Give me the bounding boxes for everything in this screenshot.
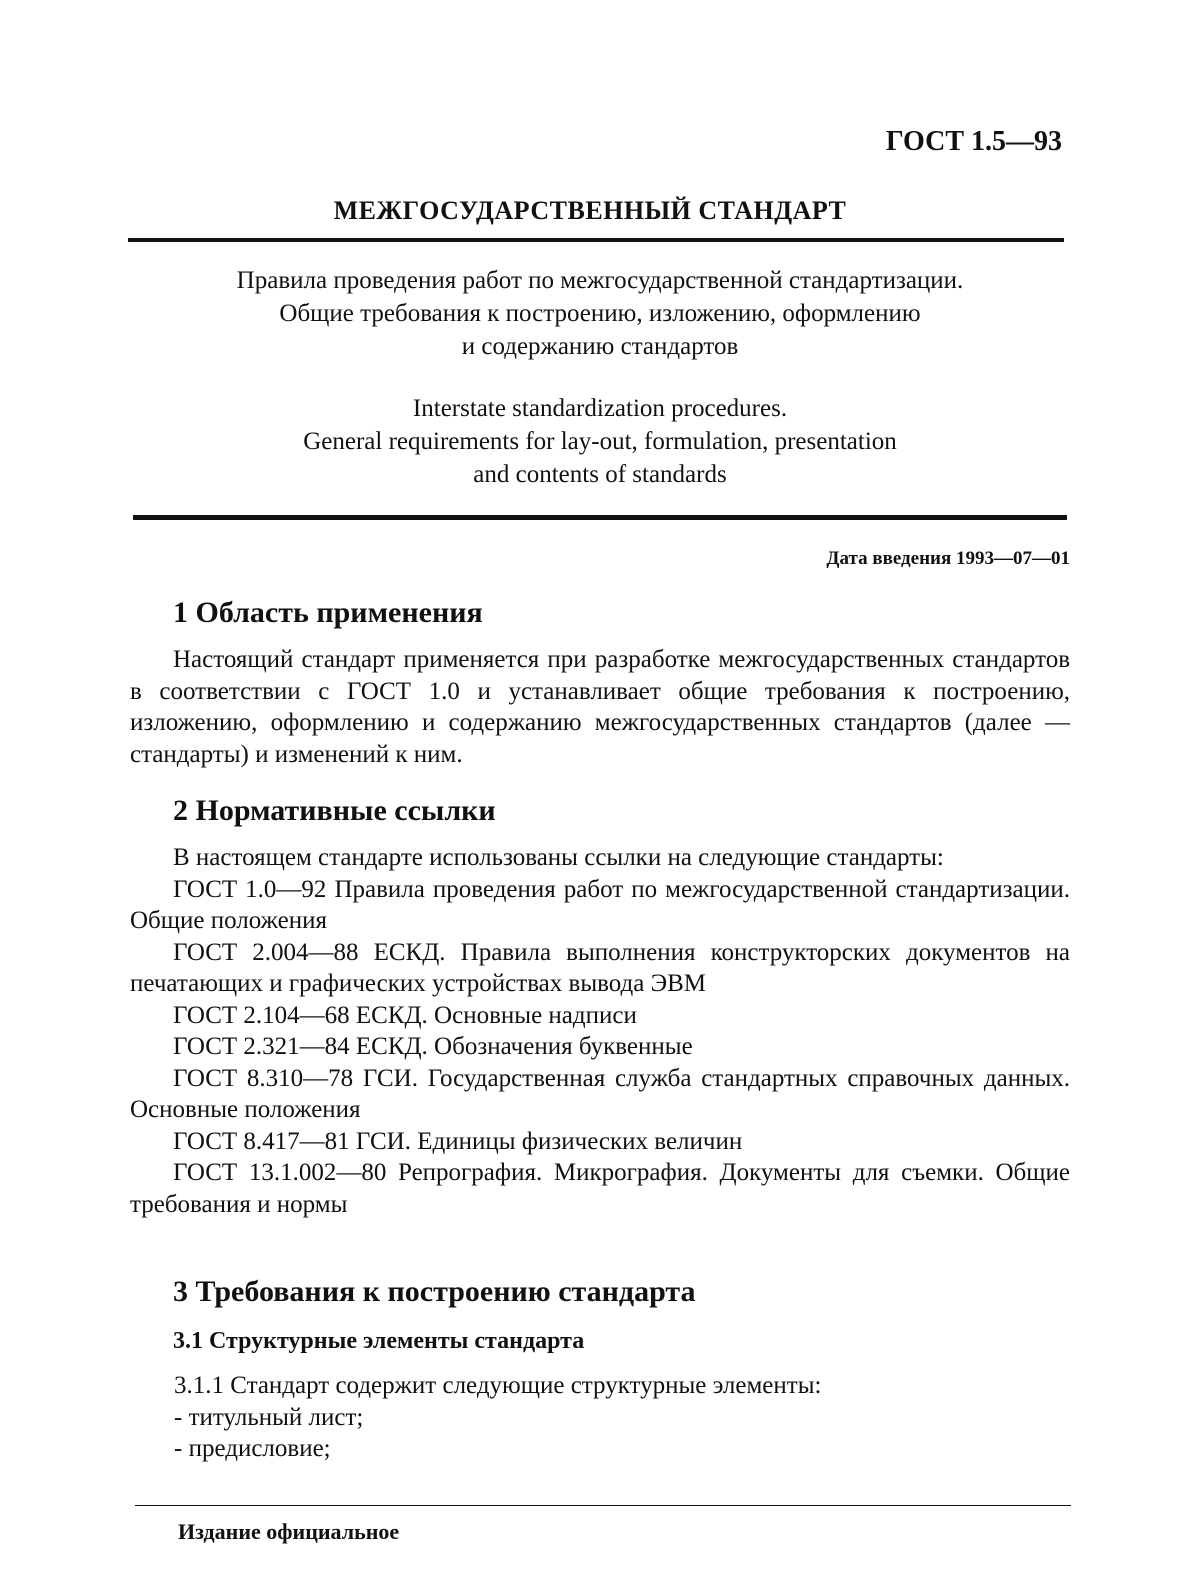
reference-item: ГОСТ 8.310—78 ГСИ. Государственная служба стандартных справочных данных. Основные положения xyxy=(130,1064,1070,1123)
section-3-body xyxy=(174,1370,1070,1465)
title-english xyxy=(130,392,1070,491)
title-en-line: General requirements for lay-out, formulation, presentation xyxy=(303,428,897,455)
standard-type-heading: МЕЖГОСУДАРСТВЕННЫЙ СТАНДАРТ xyxy=(333,196,847,225)
title-en-line: and contents of standards xyxy=(473,461,727,488)
title-ru-line: Правила проведения работ по межгосударственной стандартизации. xyxy=(236,267,964,294)
reference-item: ГОСТ 13.1.002—80 Репрография. Микрография. Документы для съемки. Общие требования и нормы xyxy=(130,1159,1070,1218)
subsection-3-1-heading: 3.1 Структурные элементы стандарта xyxy=(173,1328,585,1354)
reference-item: ГОСТ 2.104—68 ЕСКД. Основные надписи xyxy=(173,1001,637,1029)
list-item: - предисловие; xyxy=(174,1435,331,1462)
references-block xyxy=(130,842,1070,1220)
reference-item: ГОСТ 2.004—88 ЕСКД. Правила выполнения конструкторских документов на печатающих и графических устройствах вывода ЭВМ xyxy=(130,938,1070,997)
section-1-text: Настоящий стандарт применяется при разработке межгосударственных стандартов в соответствии с ГОСТ 1.0 и устанавливает общие требования к построению, изложению, оформлению и содержанию межгосударственных стандартов (далее — стандарты) и изменений к ним. xyxy=(130,646,1070,768)
section-1-heading: 1 Область применения xyxy=(173,596,483,629)
reference-item: ГОСТ 1.0—92 Правила проведения работ по межгосударственной стандартизации. Общие положения xyxy=(130,875,1070,934)
title-en-line: Interstate standardization procedures. xyxy=(412,395,788,422)
list-item: - титульный лист; xyxy=(174,1403,364,1431)
clause-3-1-1: 3.1.1 Стандарт содержит следующие структурные элементы: xyxy=(174,1372,822,1399)
reference-item: ГОСТ 8.417—81 ГСИ. Единицы физических величин xyxy=(173,1127,743,1155)
title-ru-line: и содержанию стандартов xyxy=(461,333,739,360)
section-3-heading: 3 Требования к построению стандарта xyxy=(173,1275,696,1308)
document-code: ГОСТ 1.5—93 xyxy=(885,126,1062,157)
introduction-date: Дата введения 1993—07—01 xyxy=(826,548,1070,569)
footer-rule xyxy=(135,1505,1071,1506)
title-bottom-rule xyxy=(133,515,1067,520)
top-rule xyxy=(128,238,1064,242)
section-2-heading: 2 Нормативные ссылки xyxy=(173,794,496,827)
reference-item: ГОСТ 2.321—84 ЕСКД. Обозначения буквенные xyxy=(173,1033,693,1060)
title-ru-line: Общие требования к построению, изложению, оформлению xyxy=(279,300,921,327)
title-russian xyxy=(130,264,1070,363)
references-intro: В настоящем стандарте использованы ссылки на следующие стандарты: xyxy=(173,844,944,871)
official-edition-label: Издание официальное xyxy=(178,1519,400,1544)
